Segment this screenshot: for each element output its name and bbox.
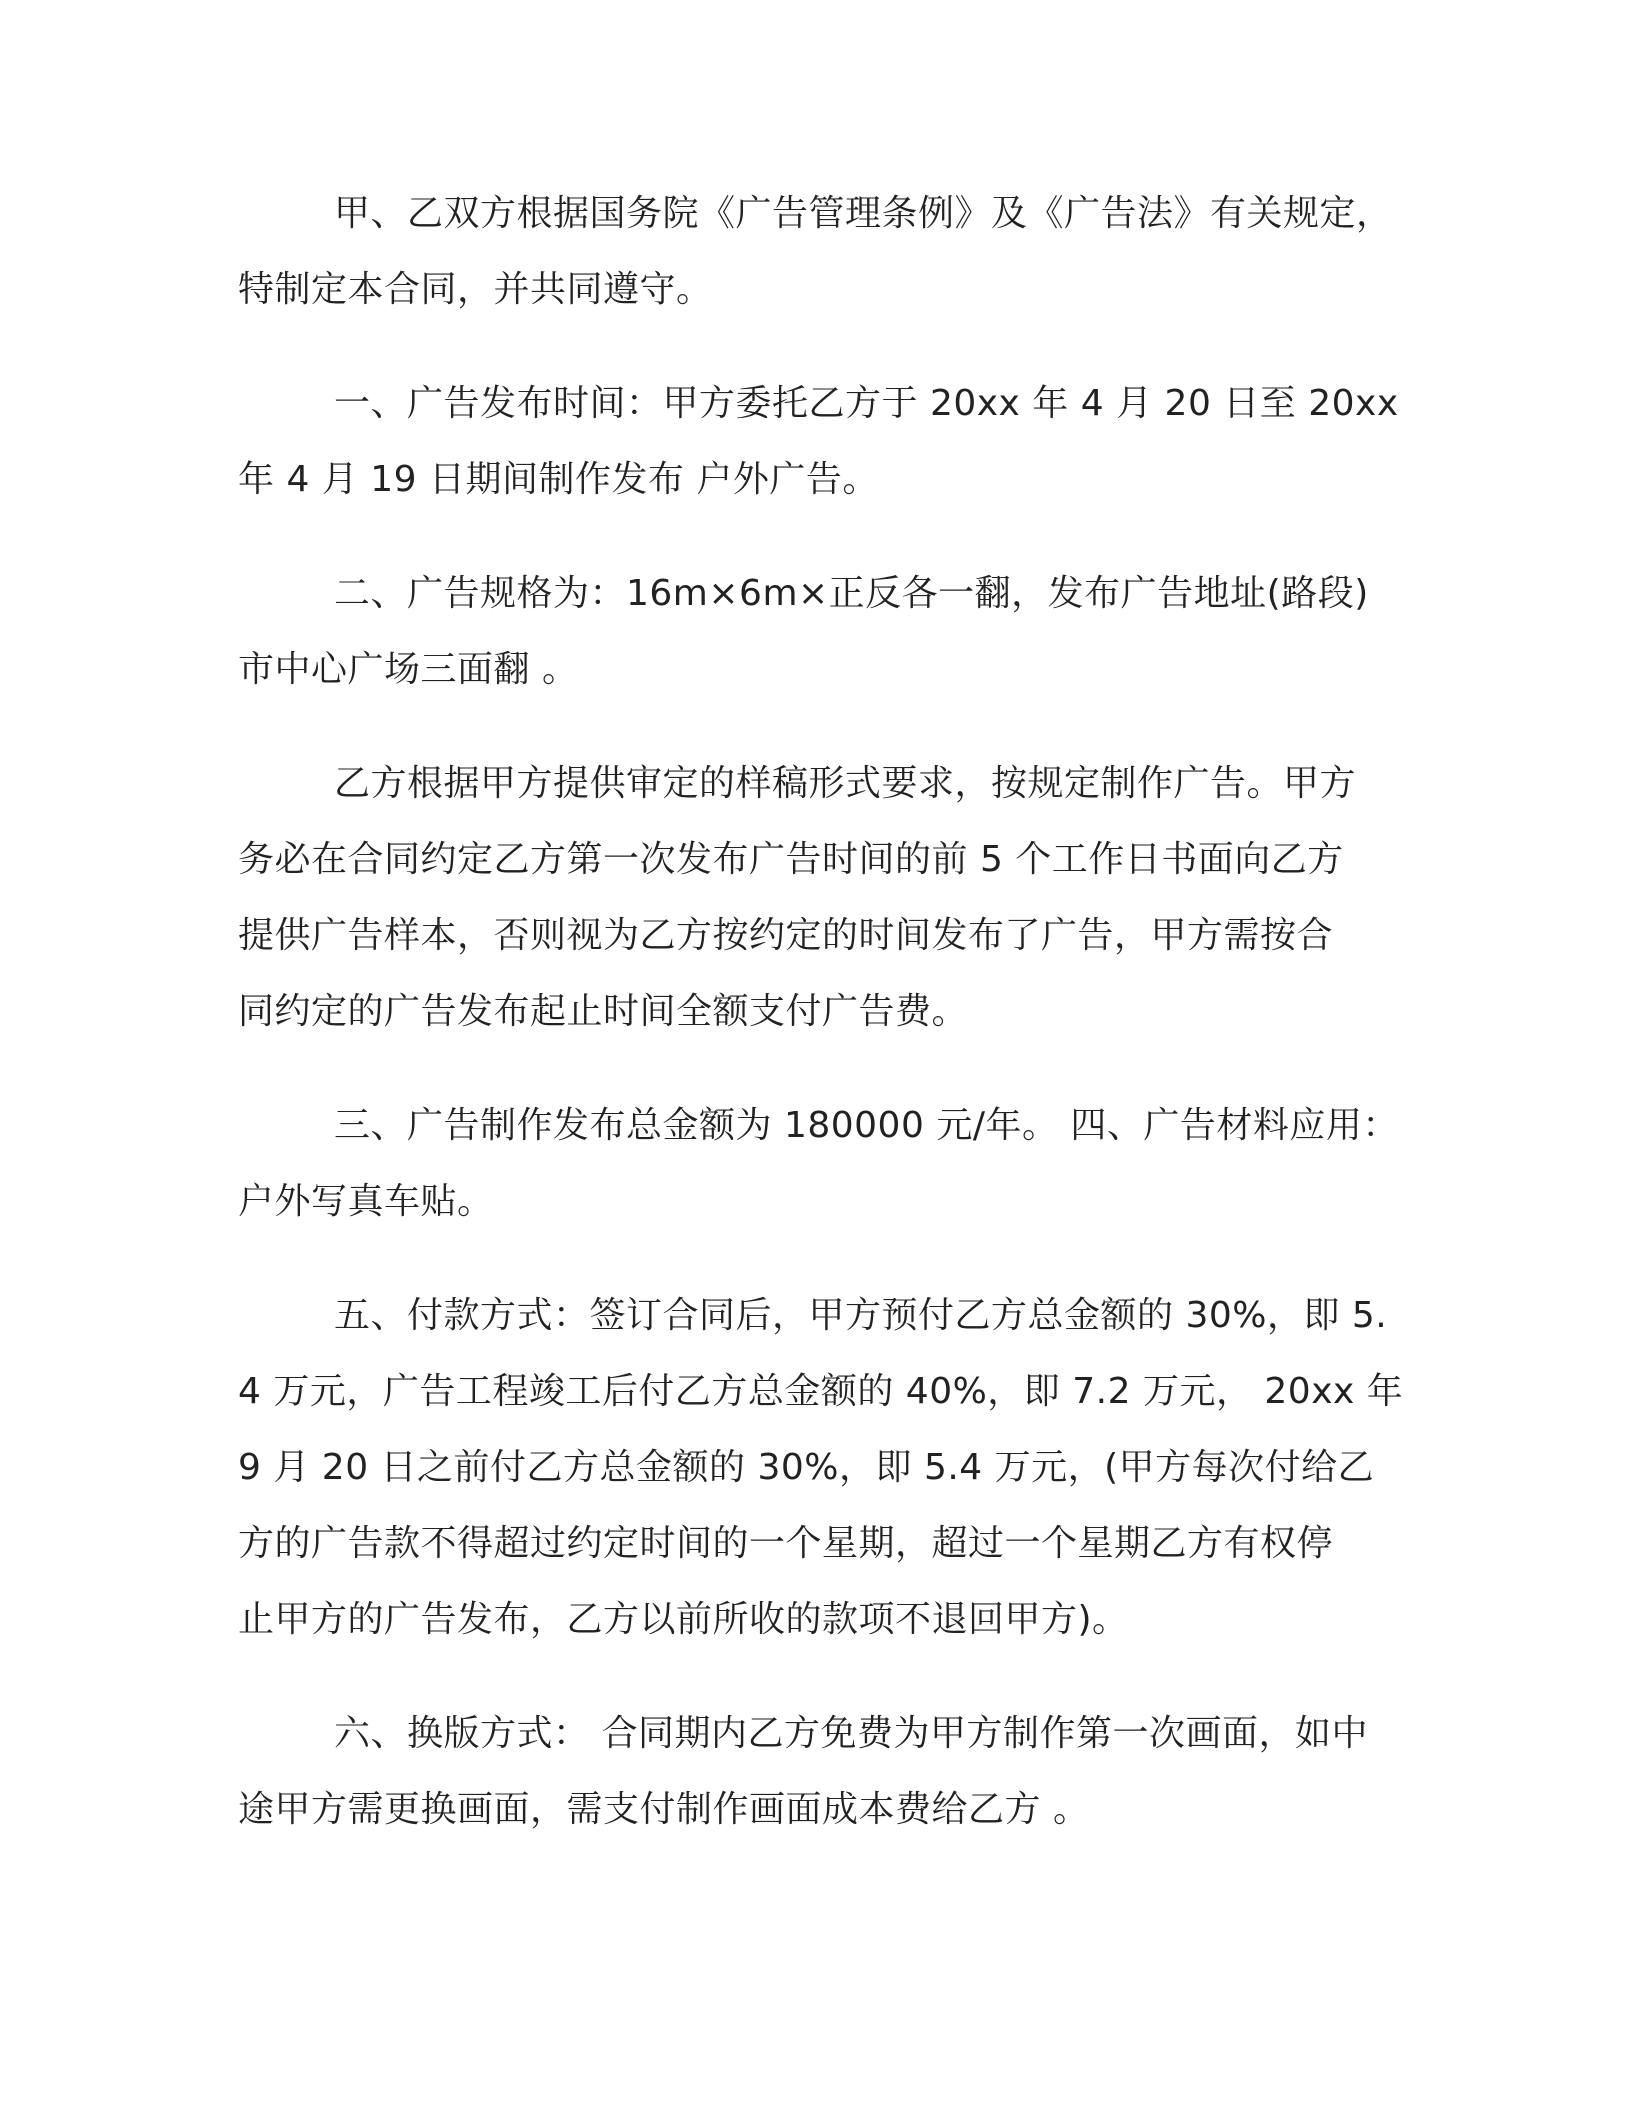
paragraph-5-line-2: 户外写真车贴。 xyxy=(238,1181,494,1222)
paragraph-4-line-3: 提供广告样本，否则视为乙方按约定的时间发布了广告，甲方需按合 xyxy=(238,915,1334,956)
paragraph-3-line-1: 二、广告规格为：16m×6m×正反各一翻，发布广告地址(路段) xyxy=(334,573,1369,614)
paragraph-6-line-3: 9 月 20 日之前付乙方总金额的 30%，即 5.4 万元，(甲方每次付给乙 xyxy=(238,1447,1375,1488)
paragraph-1-line-2: 特制定本合同，并共同遵守。 xyxy=(238,269,713,310)
paragraph-4-line-1: 乙方根据甲方提供审定的样稿形式要求，按规定制作广告。甲方 xyxy=(334,763,1357,804)
paragraph-6-line-5: 止甲方的广告发布，乙方以前所收的款项不退回甲方)。 xyxy=(238,1599,1129,1640)
paragraph-2-line-2: 年 4 月 19 日期间制作发布 户外广告。 xyxy=(238,459,879,500)
paragraph-2-line-1: 一、广告发布时间：甲方委托乙方于 20xx 年 4 月 20 日至 20xx xyxy=(334,383,1399,424)
paragraph-7-line-2: 途甲方需更换画面，需支付制作画面成本费给乙方 。 xyxy=(238,1789,1090,1830)
paragraph-5-line-1: 三、广告制作发布总金额为 180000 元/年。 四、广告材料应用： xyxy=(334,1105,1399,1146)
paragraph-6-line-1: 五、付款方式：签订合同后，甲方预付乙方总金额的 30%，即 5. xyxy=(334,1295,1388,1336)
paragraph-7-line-1: 六、换版方式： 合同期内乙方免费为甲方制作第一次画面，如中 xyxy=(334,1713,1368,1754)
paragraph-6-line-4: 方的广告款不得超过约定时间的一个星期，超过一个星期乙方有权停 xyxy=(238,1523,1334,1564)
paragraph-3-line-2: 市中心广场三面翻 。 xyxy=(238,649,579,690)
paragraph-6-line-2: 4 万元，广告工程竣工后付乙方总金额的 40%，即 7.2 万元， 20xx 年 xyxy=(238,1371,1404,1412)
paragraph-4-line-4: 同约定的广告发布起止时间全额支付广告费。 xyxy=(238,991,969,1032)
paragraph-1-line-1: 甲、乙双方根据国务院《广告管理条例》及《广告法》有关规定， xyxy=(334,193,1393,234)
paragraph-4-line-2: 务必在合同约定乙方第一次发布广告时间的前 5 个工作日书面向乙方 xyxy=(238,839,1344,880)
